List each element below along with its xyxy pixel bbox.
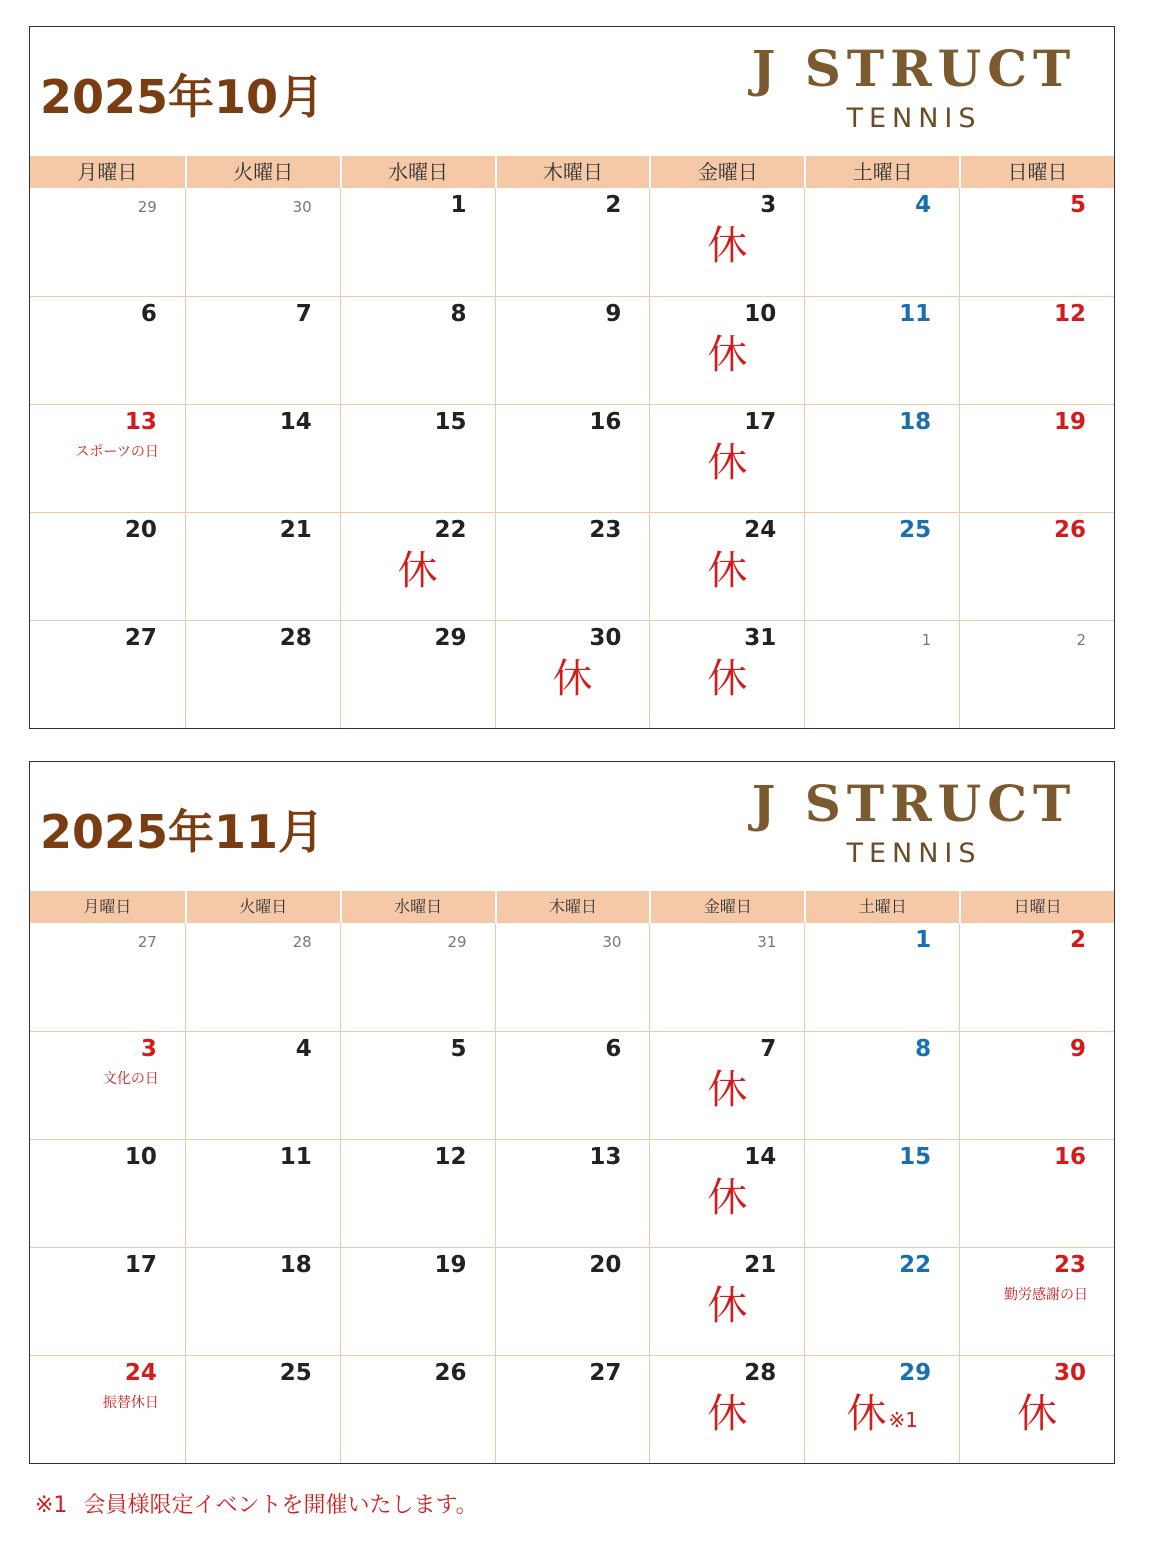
closed-mark	[805, 1390, 959, 1444]
day-number: 11	[279, 1144, 312, 1170]
day-number: 5	[1069, 192, 1086, 218]
weekday-label: 月曜日	[83, 897, 132, 916]
day-number: 14	[744, 1144, 777, 1170]
brand-sub: TENNIS	[846, 838, 982, 869]
day-number: 22	[434, 517, 467, 543]
day-number: 10	[744, 301, 777, 327]
day-cell	[495, 404, 650, 512]
day-number: 28	[279, 625, 312, 651]
weekday-label: 土曜日	[804, 891, 959, 923]
day-cell	[340, 1247, 495, 1355]
holiday-name: 振替休日	[102, 1395, 159, 1411]
closed-mark	[650, 1282, 804, 1330]
day-cell	[340, 188, 495, 296]
closed-mark	[650, 222, 804, 270]
closed-mark	[341, 547, 495, 595]
weekday-label: 土曜日	[804, 156, 959, 188]
closed-mark	[650, 331, 804, 379]
day-number: 28	[292, 933, 312, 951]
day-number: 5	[450, 1036, 467, 1062]
closed-mark	[650, 1390, 804, 1438]
day-cell	[649, 1139, 804, 1247]
weekday-label: 水曜日	[340, 891, 495, 923]
day-cell	[804, 1247, 959, 1355]
weekday-label: 日曜日	[959, 891, 1114, 923]
day-cell	[30, 1031, 185, 1139]
day-cell	[30, 620, 185, 728]
day-number: 9	[605, 301, 622, 327]
day-number: 20	[124, 517, 157, 543]
day-number: 12	[1053, 301, 1086, 327]
day-cell	[649, 1355, 804, 1463]
day-cell	[649, 620, 804, 728]
day-number: 31	[757, 933, 777, 951]
closed-label: 休	[846, 1391, 887, 1437]
day-number: 26	[1053, 517, 1086, 543]
day-cell	[495, 1139, 650, 1247]
holiday-name: 文化の日	[102, 1071, 159, 1087]
footnote-text: 会員様限定イベントを開催いたします。	[83, 1493, 478, 1518]
weekday-header	[30, 156, 1114, 188]
brand-name: J STRUCT	[751, 774, 1077, 833]
day-number: 8	[915, 1036, 932, 1062]
day-number: 9	[1069, 1036, 1086, 1062]
day-number: 19	[434, 1252, 467, 1278]
closed-label: 休	[707, 332, 748, 378]
day-cell	[804, 620, 959, 728]
day-cell	[30, 404, 185, 512]
brand-name: J STRUCT	[751, 39, 1077, 98]
day-cell	[185, 1031, 340, 1139]
day-cell	[804, 923, 959, 1031]
day-cell	[959, 620, 1114, 728]
day-number: 26	[434, 1360, 467, 1386]
day-number: 21	[744, 1252, 777, 1278]
day-number: 17	[744, 409, 777, 435]
closed-label: 休	[707, 548, 748, 594]
month-title: 2025年11月	[40, 805, 325, 859]
calendar-october	[29, 26, 1115, 729]
weekday-label: 火曜日	[185, 891, 340, 923]
day-cell	[959, 188, 1114, 296]
day-cell	[340, 1355, 495, 1463]
closed-label: 休	[397, 548, 438, 594]
closed-label: 休	[707, 1067, 748, 1113]
day-cell	[959, 512, 1114, 620]
day-cell	[649, 404, 804, 512]
day-cell	[185, 1355, 340, 1463]
day-number: 10	[124, 1144, 157, 1170]
day-number: 7	[760, 1036, 777, 1062]
day-cell	[649, 296, 804, 404]
day-cell	[804, 404, 959, 512]
closed-mark	[650, 655, 804, 703]
day-number: 24	[744, 517, 777, 543]
day-cell	[959, 923, 1114, 1031]
day-number: 29	[899, 1360, 932, 1386]
day-number: 27	[124, 625, 157, 651]
closed-label: 休	[707, 1175, 748, 1221]
holiday-name: 勤労感謝の日	[1004, 1287, 1088, 1303]
day-cell	[959, 1355, 1114, 1463]
day-cell	[185, 1247, 340, 1355]
day-number: 7	[295, 301, 312, 327]
weekday-label: 木曜日	[495, 156, 650, 188]
day-number: 17	[124, 1252, 157, 1278]
day-number: 12	[434, 1144, 467, 1170]
day-cell	[30, 512, 185, 620]
closed-label: 休	[552, 656, 593, 702]
day-cell	[340, 512, 495, 620]
closed-label: 休	[707, 1391, 748, 1437]
holiday-name: スポーツの日	[75, 444, 159, 460]
weekday-label: 木曜日	[495, 891, 650, 923]
day-cell	[804, 1031, 959, 1139]
day-number: 18	[279, 1252, 312, 1278]
day-number: 4	[295, 1036, 312, 1062]
day-number: 16	[589, 409, 622, 435]
day-number: 6	[605, 1036, 622, 1062]
weekday-label: 日曜日	[959, 156, 1114, 188]
day-cell	[959, 404, 1114, 512]
day-cell	[30, 1355, 185, 1463]
day-number: 16	[1053, 1144, 1086, 1170]
day-cell	[340, 1031, 495, 1139]
day-number: 15	[434, 409, 467, 435]
day-number: 30	[292, 198, 312, 216]
day-cell	[495, 1247, 650, 1355]
day-cell	[959, 1247, 1114, 1355]
closed-mark	[650, 1066, 804, 1114]
weekday-label: 水曜日	[340, 156, 495, 188]
day-cell	[185, 512, 340, 620]
day-cell	[495, 1031, 650, 1139]
day-cell	[30, 188, 185, 296]
day-cell	[804, 296, 959, 404]
day-cell	[30, 1247, 185, 1355]
footnote-mark: ※1	[35, 1493, 68, 1518]
day-grid	[30, 923, 1114, 1463]
day-number: 20	[589, 1252, 622, 1278]
day-cell	[185, 188, 340, 296]
day-cell	[495, 620, 650, 728]
closed-mark	[650, 439, 804, 487]
day-cell	[185, 620, 340, 728]
calendar-header	[30, 762, 1114, 891]
day-number: 2	[1069, 927, 1086, 953]
day-number: 18	[899, 409, 932, 435]
day-cell	[30, 296, 185, 404]
day-number: 2	[605, 192, 622, 218]
day-number: 29	[447, 933, 467, 951]
day-cell	[30, 1139, 185, 1247]
closed-label: 休	[707, 656, 748, 702]
day-cell	[340, 296, 495, 404]
day-cell	[495, 923, 650, 1031]
closed-mark	[496, 655, 650, 703]
day-cell	[959, 1139, 1114, 1247]
weekday-label: 金曜日	[649, 891, 804, 923]
closed-label: 休	[707, 440, 748, 486]
day-cell	[340, 923, 495, 1031]
day-number: 8	[450, 301, 467, 327]
day-cell	[495, 512, 650, 620]
day-number: 3	[140, 1036, 157, 1062]
brand-logo	[744, 776, 1084, 869]
day-number: 13	[124, 409, 157, 435]
day-cell	[804, 1139, 959, 1247]
day-grid	[30, 188, 1114, 728]
day-number: 27	[589, 1360, 622, 1386]
day-number: 21	[279, 517, 312, 543]
day-number: 29	[137, 198, 157, 216]
closed-label: 休	[1017, 1391, 1058, 1437]
day-cell	[804, 512, 959, 620]
day-number: 25	[279, 1360, 312, 1386]
day-number: 27	[137, 933, 157, 951]
day-cell	[649, 923, 804, 1031]
day-cell	[959, 296, 1114, 404]
day-cell	[185, 296, 340, 404]
footnote	[35, 1488, 478, 1519]
closed-mark	[650, 547, 804, 595]
day-number: 6	[140, 301, 157, 327]
day-number: 4	[915, 192, 932, 218]
closed-note: ※1	[888, 1408, 918, 1432]
day-number: 23	[1053, 1252, 1086, 1278]
day-cell	[495, 1355, 650, 1463]
day-cell	[185, 923, 340, 1031]
day-cell	[804, 1355, 959, 1463]
day-cell	[495, 188, 650, 296]
weekday-label: 月曜日	[77, 160, 138, 184]
closed-label: 休	[707, 223, 748, 269]
day-cell	[649, 512, 804, 620]
day-number: 28	[744, 1360, 777, 1386]
day-cell	[649, 1247, 804, 1355]
calendar-november	[29, 761, 1115, 1464]
calendar-header	[30, 27, 1114, 156]
day-number: 22	[899, 1252, 932, 1278]
day-cell	[185, 404, 340, 512]
day-cell	[340, 620, 495, 728]
day-number: 15	[899, 1144, 932, 1170]
day-cell	[649, 1031, 804, 1139]
weekday-label: 金曜日	[649, 156, 804, 188]
day-cell	[185, 1139, 340, 1247]
day-cell	[649, 188, 804, 296]
day-number: 23	[589, 517, 622, 543]
day-number: 19	[1053, 409, 1086, 435]
weekday-header	[30, 891, 1114, 923]
closed-mark	[960, 1390, 1114, 1438]
day-number: 1	[450, 192, 467, 218]
day-number: 11	[899, 301, 932, 327]
day-number: 30	[589, 625, 622, 651]
day-number: 25	[899, 517, 932, 543]
closed-mark	[650, 1174, 804, 1222]
brand-logo	[744, 41, 1084, 134]
day-number: 3	[760, 192, 777, 218]
closed-label: 休	[707, 1283, 748, 1329]
day-number: 1	[921, 631, 932, 649]
day-number: 24	[124, 1360, 157, 1386]
month-title: 2025年10月	[40, 70, 325, 124]
day-number: 2	[1076, 631, 1086, 649]
day-cell	[340, 1139, 495, 1247]
day-number: 30	[1053, 1360, 1086, 1386]
day-cell	[495, 296, 650, 404]
day-cell	[340, 404, 495, 512]
day-number: 14	[279, 409, 312, 435]
day-number: 1	[915, 927, 932, 953]
weekday-label: 火曜日	[185, 156, 340, 188]
day-cell	[959, 1031, 1114, 1139]
day-cell	[804, 188, 959, 296]
brand-sub: TENNIS	[846, 103, 982, 134]
day-number: 31	[744, 625, 777, 651]
day-number: 29	[434, 625, 467, 651]
day-number: 13	[589, 1144, 622, 1170]
day-cell	[30, 923, 185, 1031]
day-number: 30	[602, 933, 622, 951]
